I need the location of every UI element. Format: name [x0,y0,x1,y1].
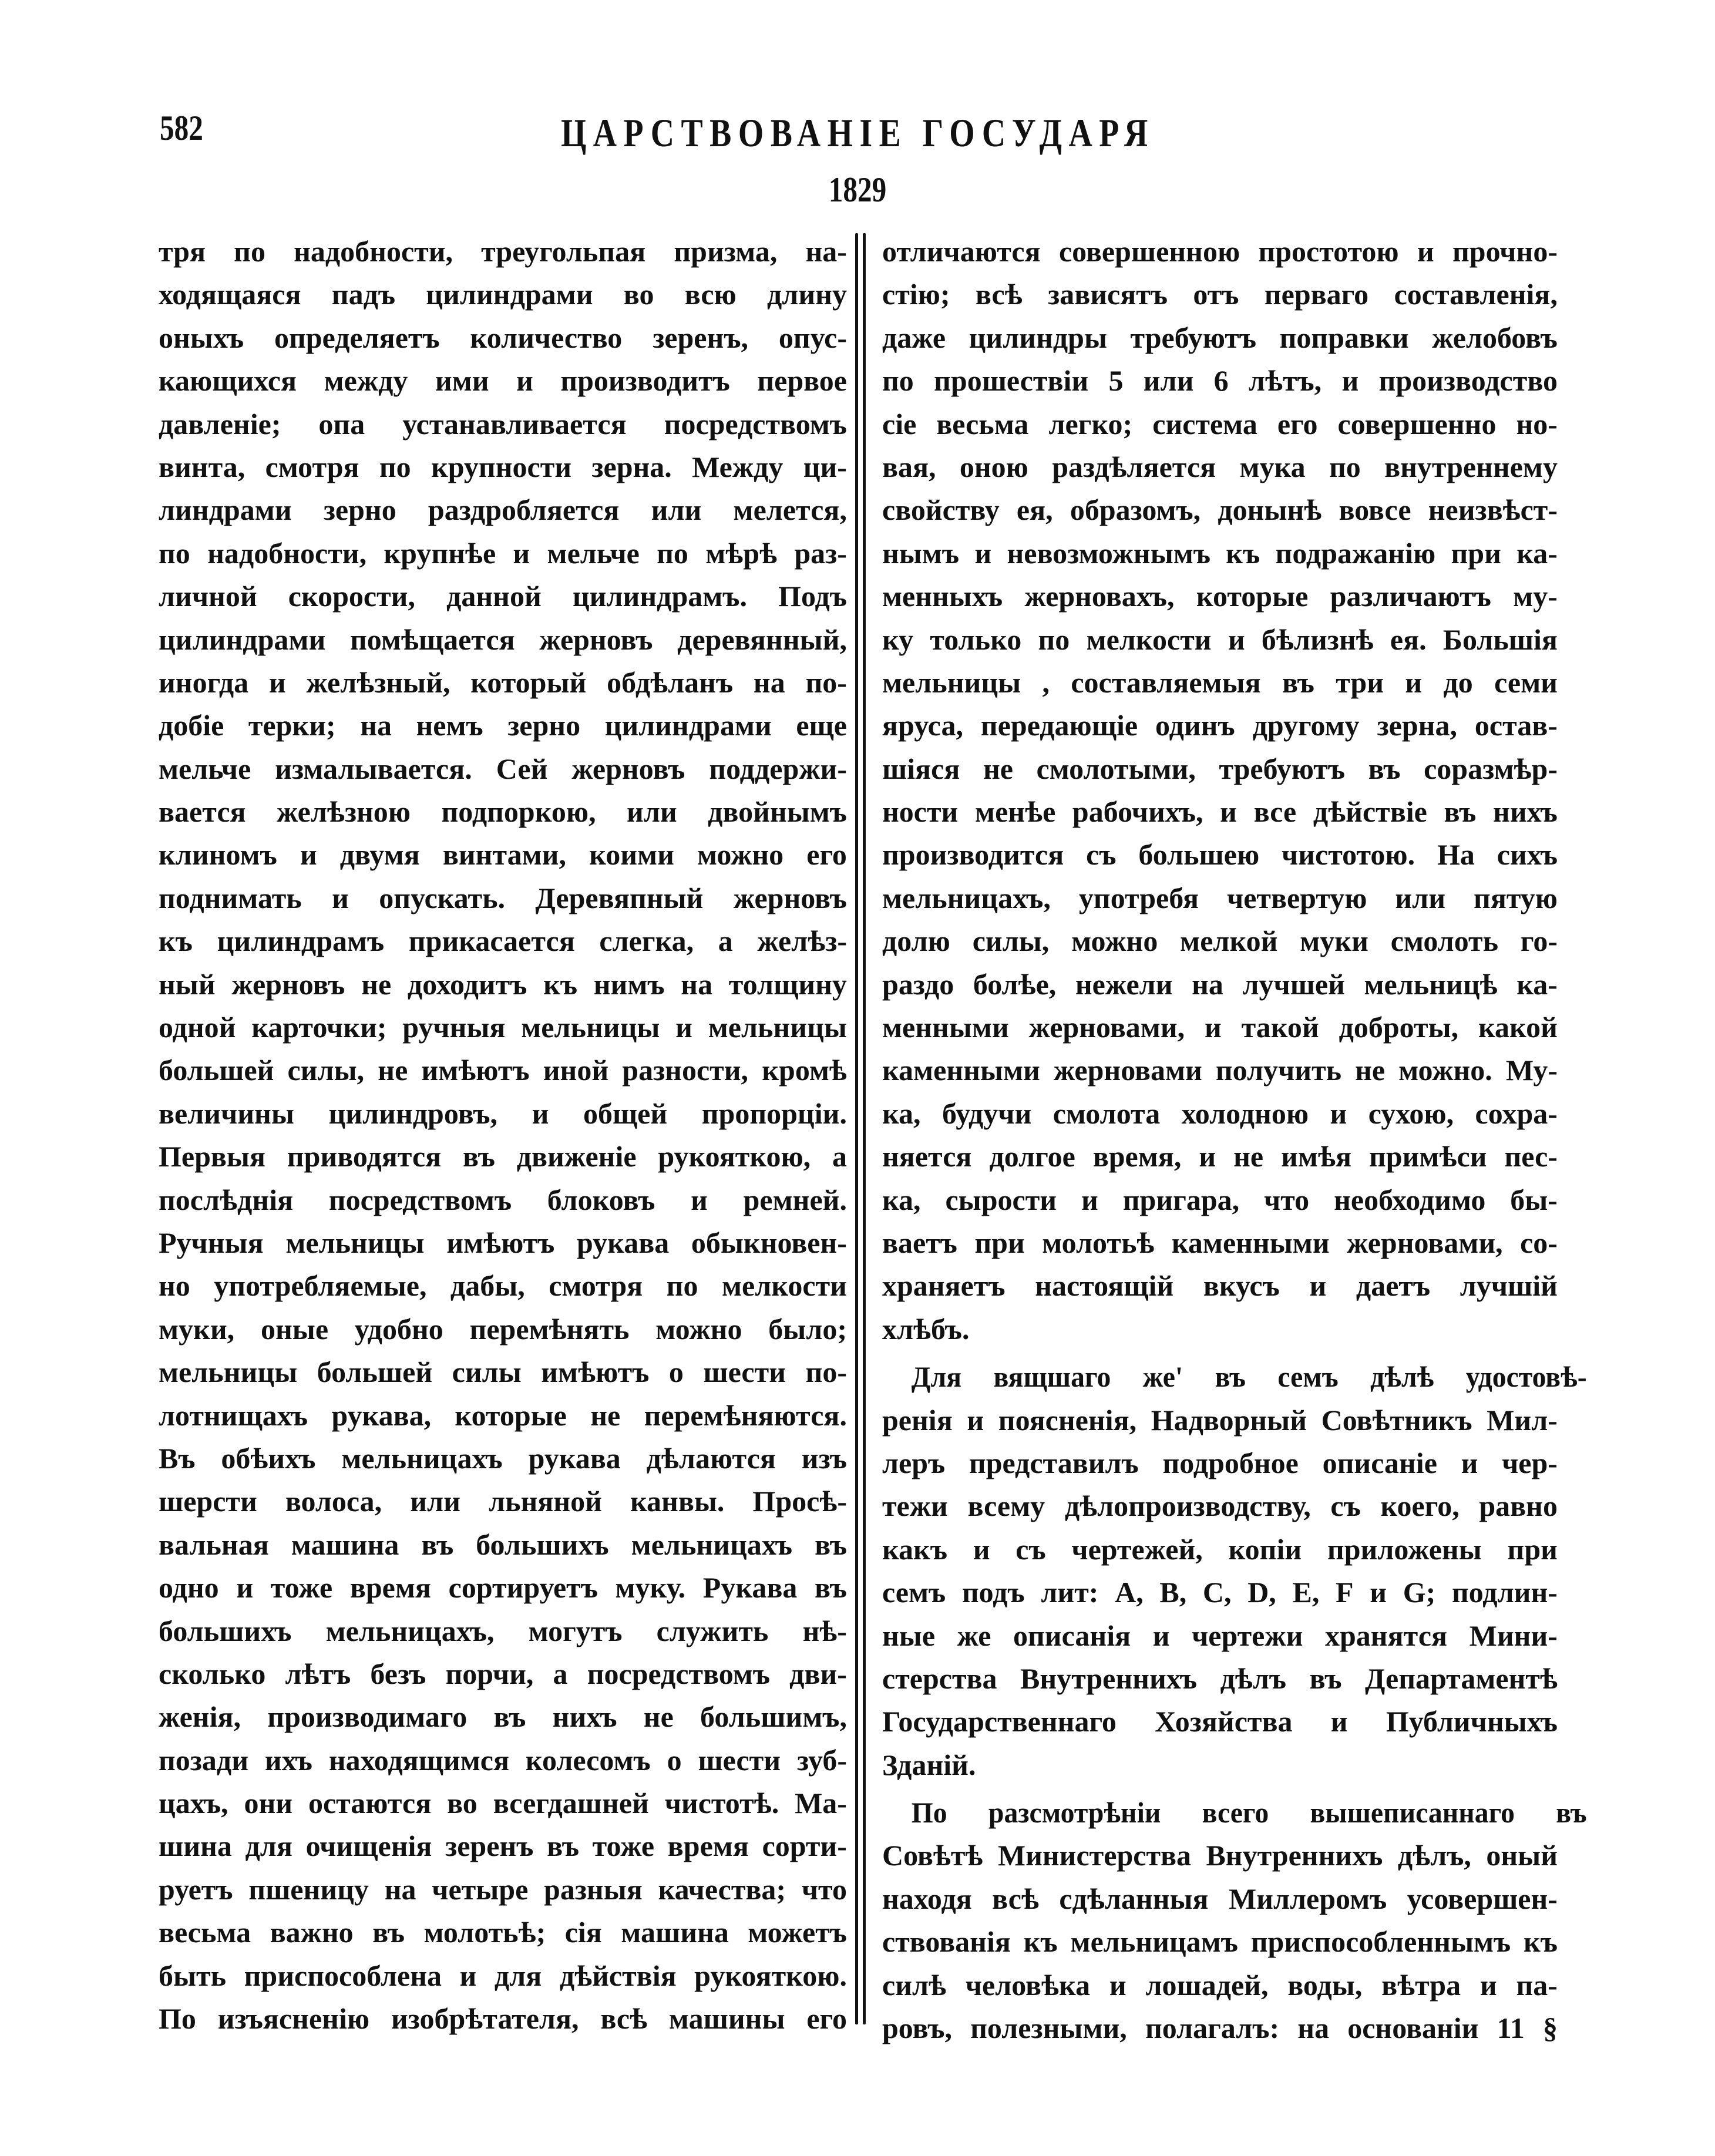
text-line: ренія и поясненія, Надворный Совѣтникъ Мил- [882,1403,1558,1437]
text-line: ка, будучи смолота холодною и сухою, сохра- [882,1097,1558,1130]
text-line: раздо болѣе, нежели на лучшей мельницѣ ка- [882,967,1558,1001]
text-line: къ цилиндрамъ прикасается слегка, а желѣз- [159,924,847,958]
text-line: Для вящшаго же' въ семъ дѣлѣ удостовѣ- [911,1360,1587,1394]
text-line: Въ обѣихъ мельницахъ рукава дѣлаются изъ [159,1441,847,1475]
text-line: ствованія къ мельницамъ приспособленнымъ къ [882,1925,1558,1959]
text-line: леръ представилъ подробное описаніе и чер- [882,1446,1558,1479]
text-line: лотнищахъ рукава, которые не перемѣняются. [159,1398,847,1432]
text-line: ка, сырости и пригара, что необходимо бы- [882,1183,1558,1216]
text-line: женія, производимаго въ нихъ не большимъ, [159,1700,847,1734]
text-line: Зданій. [882,1748,976,1781]
text-line: шіяся не смолотыми, требуютъ въ соразмѣр- [882,752,1558,785]
text-line: ходящаяся падъ цилиндрами во всю длину [159,278,847,311]
text-line: Ручныя мельницы имѣютъ рукава обыкновен- [159,1226,847,1259]
text-line: вая, оною раздѣляется мука по внутреннему [882,450,1558,483]
text-line: Совѣтѣ Министерства Внутреннихъ дѣлъ, оный [882,1839,1558,1872]
text-line: клиномъ и двумя винтами, коими можно его [159,838,847,872]
text-line: шина для очищенія зеренъ въ тоже время сорти- [159,1829,847,1863]
text-line: мельче измалывается. Сей жерновъ поддержи- [159,752,847,785]
text-line: даже цилиндры требуютъ поправки желобовъ [882,321,1558,354]
text-line: большихъ мельницахъ, могутъ служить нѣ- [159,1614,847,1647]
text-line: нымъ и невозможнымъ къ подражанію при ка- [882,536,1558,570]
text-line: но употребляемые, дабы, смотря по мелкости [159,1269,847,1303]
text-line: мельницы большей силы имѣютъ о шести по- [159,1356,847,1389]
year-text: 1829 [828,170,887,209]
paragraph [882,1791,1587,2050]
text-line: менными жерновами, и такой доброты, какой [882,1011,1558,1044]
text-line: винта, смотря по крупности зерна. Между ци- [159,450,847,483]
text-line: долю силы, можно мелкой муки смолоть го- [882,924,1558,958]
text-line: одной карточки; ручныя мельницы и мельницы [159,1011,847,1044]
text-line: свойству ея, образомъ, донынѣ вовсе неизвѣст- [882,493,1558,527]
text-line: иногда и желѣзный, который обдѣланъ на по- [159,665,847,699]
text-line: ваетъ при молотьѣ каменными жерновами, со- [882,1226,1558,1259]
paragraph-gap [882,1351,1558,1356]
page-number: 582 [160,109,203,147]
text-line: хлѣбъ. [882,1312,970,1346]
text-line: менныхъ жерновахъ, которые различаютъ му- [882,580,1558,613]
text-line: муки, оные удобно перемѣнять можно было; [159,1312,847,1346]
text-line: Государственнаго Хозяйства и Публичныхъ [882,1705,1558,1738]
paragraph [882,230,1558,1351]
text-line: вается желѣзною подпоркою, или двойнымъ [159,795,847,829]
text-line: ности менѣе рабочихъ, и все дѣйствіе въ нихъ [882,795,1558,829]
text-line: ный жерновъ не доходитъ къ нимъ на толщину [159,967,847,1001]
text-line: стію; всѣ зависятъ отъ перваго составленія, [882,278,1558,311]
text-line: производится съ большею чистотою. На сихъ [882,838,1558,872]
text-line: силѣ человѣка и лошадей, воды, вѣтра и па- [882,1968,1558,2002]
text-line: позади ихъ находящимся колесомъ о шести зуб- [159,1743,847,1777]
text-line: послѣднія посредствомъ блоковъ и ремней. [159,1183,847,1216]
text-line: находя всѣ сдѣланныя Миллеромъ усовершен- [882,1882,1558,1915]
text-line: большей силы, не имѣютъ иной разности, кромѣ [159,1054,847,1087]
text-line: храняетъ настоящій вкусъ и даетъ лучшій [882,1269,1558,1303]
text-line: По изъясненію изобрѣтателя, всѣ машины его [159,2002,847,2036]
text-line: няется долгое время, и не имѣя примѣси пес- [882,1140,1558,1173]
text-line: линдрами зерно раздробляется или мелется, [159,493,847,527]
column-divider-rule [855,233,858,2024]
text-line: весьма важно въ молотьѣ; сія машина можетъ [159,1916,847,1949]
text-line: оныхъ определяетъ количество зеренъ, опус- [159,321,847,354]
text-line: поднимать и опускать. Деревяпный жерновъ [159,881,847,914]
running-title-text: ЦАРСТВОВАНІЕ ГОСУДАРЯ [560,110,1155,155]
text-line: мельницы , составляемыя въ три и до семи [882,665,1558,699]
text-line: мельницахъ, употребя четвертую или пятую [882,881,1558,914]
text-line: вальная машина въ большихъ мельницахъ въ [159,1528,847,1561]
text-line: добіе терки; на немъ зерно цилиндрами еще [159,709,847,742]
text-line: шерсти волоса, или льняной канвы. Просѣ- [159,1485,847,1518]
text-line: сколько лѣтъ безъ порчи, а посредствомъ дви- [159,1657,847,1690]
text-line: цилиндрами помѣщается жерновъ деревянный, [159,623,847,656]
paragraph [882,1356,1587,1787]
text-line: одно и тоже время сортируетъ муку. Рукава въ [159,1571,847,1605]
text-line: сіе весьма легко; система его совершенно но- [882,407,1558,440]
column-divider-rule [863,233,866,2024]
text-line: цахъ, они остаются во всегдашней чистотѣ. Ма- [159,1787,847,1820]
text-line: тежи всему дѣлопроизводству, съ коего, равно [882,1489,1558,1523]
text-line: кающихся между ими и производитъ первое [159,364,847,398]
text-line: ровъ, полезными, полагалъ: на основаніи 11 § [882,2012,1558,2045]
paragraph [159,230,847,2040]
text-line: семъ подъ лит: A, B, C, D, E, F и G; подлин- [882,1576,1558,1609]
text-line: давленіе; опа устанавливается посредствомъ [159,407,847,440]
running-title [0,109,1715,155]
text-line: быть приспособлена и для дѣйствія рукояткою. [159,1959,847,1992]
text-line: тря по надобности, треугольпая призма, на- [159,235,847,268]
year-heading [0,171,1715,208]
text-line: ку только по мелкости и бѣлизнѣ ея. Большія [882,623,1558,656]
left-column [159,230,847,2040]
text-line: Первыя приводятся въ движеніе рукояткою, а [159,1140,847,1173]
text-line: по прошествіи 5 или 6 лѣтъ, и производство [882,364,1558,398]
text-line: величины цилиндровъ, и общей пропорціи. [159,1097,847,1130]
text-line: стерства Внутреннихъ дѣлъ въ Департаментѣ [882,1661,1558,1695]
text-line: отличаются совершенною простотою и прочно- [882,235,1558,268]
text-line: яруса, передающіе одинъ другому зерна, остав- [882,709,1558,742]
text-line: личной скорости, данной цилиндрамъ. Подъ [159,580,847,613]
right-column [882,230,1587,2050]
text-line: По разсмотрѣніи всего вышеписаннаго въ [911,1796,1587,1829]
text-line: по надобности, крупнѣе и мельче по мѣрѣ раз- [159,536,847,570]
text-line: ные же описанія и чертежи хранятся Мини- [882,1619,1558,1652]
text-line: каменными жерновами получить не можно. Му- [882,1054,1558,1087]
text-line: какъ и съ чертежей, копіи приложены при [882,1532,1558,1566]
paragraph-gap [882,1787,1558,1791]
text-line: руетъ пшеницу на четыре разныя качества; что [159,1872,847,1906]
